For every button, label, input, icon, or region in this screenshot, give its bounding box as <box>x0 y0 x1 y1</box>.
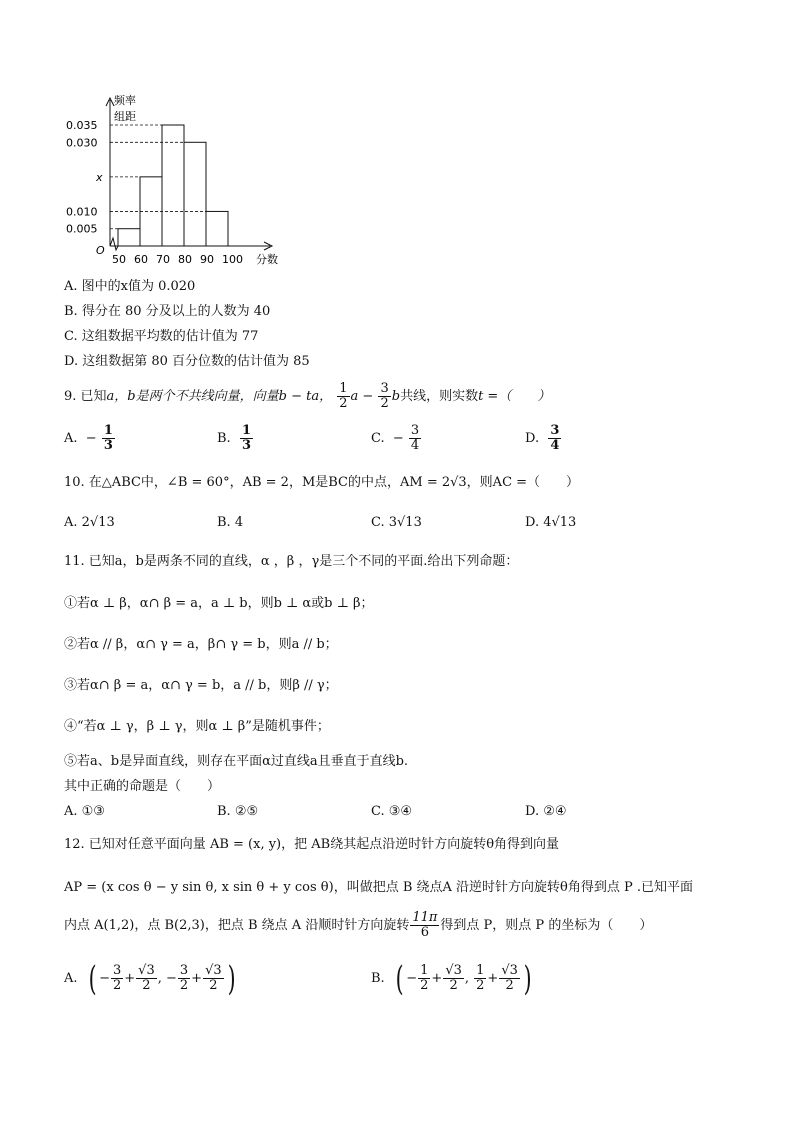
x-tick-label: 60 <box>134 253 148 266</box>
q12-option-b[interactable]: B. ( − $\frac{1}{2}$ + $\frac{√3}{2}$ , $\frac{1}{2}$ + $\frac{√3}{2}$ ) <box>371 958 532 999</box>
q12-line-1: 12. 已知对任意平面向量 AB = (x, y)，把 AB绕其起点沿逆时针方向旋转θ角得到向量 <box>64 837 560 852</box>
histogram-marks <box>66 93 278 266</box>
y-axis-label-bottom: 组距 <box>114 110 136 123</box>
histogram-bar <box>162 125 184 246</box>
y-axis-label-top: 频率 <box>114 94 136 107</box>
q8-option-c[interactable]: C. 这组数据平均数的估计值为 77 <box>64 329 259 344</box>
q10-option-b[interactable]: B. 4 <box>217 515 244 530</box>
x-tick-label: 70 <box>156 253 170 266</box>
q8-option-a[interactable]: A. 图中的x值为 0.020 <box>64 279 196 294</box>
histogram-bar <box>184 142 206 246</box>
histogram-bar <box>206 211 228 246</box>
q9-option-c[interactable]: C. − $\frac{3}{4}$ <box>371 423 420 453</box>
q10-option-d[interactable]: D. 4√13 <box>525 515 577 530</box>
q12-line-3: 内点 A(1,2)，点 B(2,3)，把点 B 绕点 A 沿顺时针方向旋转 $\frac{11\pi}{6}$ 得到点 P，则点 P 的坐标为（ ） <box>64 910 653 940</box>
origin-label: O <box>96 244 105 257</box>
q11-statement-3: ③若α∩ β = a，α∩ γ = b，a // b，则β // γ； <box>64 678 338 693</box>
q11-option-b[interactable]: B. ②⑤ <box>217 804 259 819</box>
frequency-histogram <box>60 88 290 268</box>
q8-option-d[interactable]: D. 这组数据第 80 百分位数的估计值为 85 <box>64 354 310 369</box>
y-tick-label: 0.005 <box>66 222 98 236</box>
x-tick-label: 80 <box>178 253 192 266</box>
q9-option-a[interactable]: A. − $\frac{1}{3}$ <box>64 423 113 453</box>
q11-stem: 11. 已知a，b是两条不同的直线，α ，β ，γ是三个不同的平面.给出下列命题： <box>64 554 519 569</box>
y-tick-label: 0.010 <box>66 205 98 219</box>
q11-statement-2: ②若α // β，α∩ γ = a，β∩ γ = b，则a // b； <box>64 637 338 652</box>
x-tick-label: 90 <box>200 253 214 266</box>
y-tick-label: x <box>96 170 103 184</box>
q10-option-c[interactable]: C. 3√13 <box>371 515 422 530</box>
q9-option-b[interactable]: B. $\frac{1}{3}$ <box>217 423 251 453</box>
q11-statement-5: ⑤若a、b是异面直线，则存在平面α过直线a且垂直于直线b. <box>64 754 409 769</box>
q10-stem: 10. 在△ABC中，∠B = 60°，AB = 2，M是BC的中点，AM = 2√3，则AC =（ ） <box>64 475 580 490</box>
q11-option-a[interactable]: A. ①③ <box>64 804 105 819</box>
q11-option-c[interactable]: C. ③④ <box>371 804 413 819</box>
x-axis-label: 分数 <box>256 253 278 266</box>
axis-break-icon <box>110 238 118 250</box>
q11-option-d[interactable]: D. ②④ <box>525 804 567 819</box>
x-tick-label: 50 <box>112 253 126 266</box>
q12-line-2: AP = (x cos θ − y sin θ, x sin θ + y cos θ)，叫做把点 B 绕点A 沿逆时针方向旋转θ角得到点 P .已知平面 <box>64 880 694 895</box>
q11-question: 其中正确的命题是（ ） <box>64 779 221 794</box>
q9-option-d[interactable]: D. $\frac{3}{4}$ <box>525 423 560 453</box>
q9-stem: 9. 已知a，b是两个不共线向量，向量b − ta， $\frac{1}{2}$ a − $\frac{3}{2}$ b共线，则实数t =（ ） <box>64 381 551 411</box>
y-tick-label: 0.030 <box>66 136 98 150</box>
q12-option-a[interactable]: A. ( − $\frac{3}{2}$ + $\frac{√3}{2}$ , − $\frac{3}{2}$ + $\frac{√3}{2}$ ) <box>64 958 236 999</box>
q11-statement-4: ④“若α ⊥ γ，β ⊥ γ，则α ⊥ β”是随机事件； <box>64 719 330 734</box>
x-tick-label: 100 <box>222 253 243 266</box>
q10-option-a[interactable]: A. 2√13 <box>64 515 115 530</box>
y-tick-label: 0.035 <box>66 119 98 133</box>
q11-statement-1: ①若α ⊥ β，α∩ β = a，a ⊥ b，则b ⊥ α或b ⊥ β； <box>64 596 374 611</box>
histogram-bar <box>118 229 140 246</box>
q8-option-b[interactable]: B. 得分在 80 分及以上的人数为 40 <box>64 304 271 319</box>
